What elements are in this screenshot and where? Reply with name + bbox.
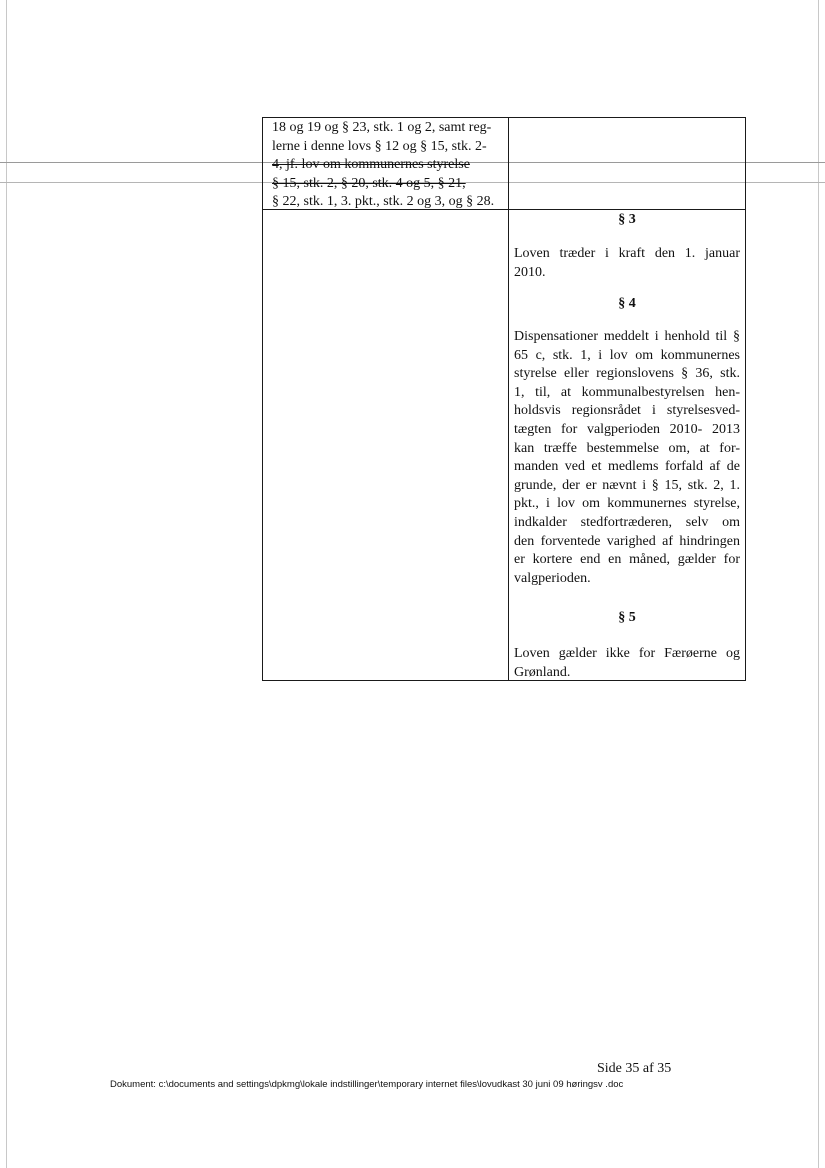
text-line: 18 og 19 og § 23, stk. 1 og 2, samt reg-	[272, 120, 492, 135]
document-path: Dokument: c:\documents and settings\dpkmg\lokale indstillinger\temporary internet files\lovudkast 30 juni 09 høringsv .doc	[110, 1079, 624, 1090]
section-3-body	[514, 245, 740, 282]
text-line: Dispensationer meddelt i henhold til §	[514, 329, 740, 344]
text-line: pkt., i lov om kommunernes styrelse,	[514, 496, 740, 512]
text-line: holdsvis regionsrådet i styrelsesved-	[514, 403, 740, 419]
text-line: Loven gælder ikke for Færøerne og	[514, 646, 740, 661]
section-4-body	[514, 328, 740, 588]
text-line: Loven træder i kraft den 1. januar	[514, 246, 740, 261]
table-cell-row2-left	[262, 209, 509, 681]
text-line: styrelse eller regionslovens § 36, stk.	[514, 366, 740, 382]
text-line: Grønland.	[514, 664, 571, 680]
section-5-body	[514, 645, 740, 682]
text-line: 65 c, stk. 1, i lov om kommunernes	[514, 347, 740, 363]
text-line: 1, til, at kommunalbestyrelsen hen-	[514, 384, 740, 400]
section-3-heading: § 3	[618, 212, 636, 227]
text-line: manden ved et medlems forfald af de	[514, 459, 740, 475]
section-4-heading: § 4	[618, 296, 636, 311]
struck-text-line: 4, jf. lov om kommunernes styrelse	[272, 157, 470, 173]
row1-left-text	[272, 119, 504, 212]
text-line: er kortere end en måned, gælder for	[514, 552, 740, 568]
text-line: lerne i denne lovs § 12 og § 15, stk. 2-	[272, 138, 487, 154]
text-line: den forventede varighed af hindringen	[514, 533, 740, 549]
section-5-heading: § 5	[618, 610, 636, 625]
text-line: valgperioden.	[514, 570, 591, 586]
text-line: kan træffe bestemmelse om, at for-	[514, 440, 740, 456]
text-line: indkalder stedfortræderen, selv om	[514, 514, 740, 530]
text-line: tægten for valgperioden 2010- 2013	[514, 421, 740, 437]
text-line: grunde, der er nævnt i § 15, stk. 2, 1.	[514, 477, 740, 493]
struck-text-line: § 15, stk. 2, § 20, stk. 4 og 5, § 21,	[272, 175, 466, 191]
text-line: § 22, stk. 1, 3. pkt., stk. 2 og 3, og § 28.	[272, 194, 495, 210]
table-cell-row1-right	[508, 117, 746, 210]
text-line: 2010.	[514, 264, 546, 280]
scan-edge-line-left	[6, 0, 7, 1168]
page-number: Side 35 af 35	[597, 1061, 672, 1076]
scan-edge-line-right	[818, 0, 819, 1168]
